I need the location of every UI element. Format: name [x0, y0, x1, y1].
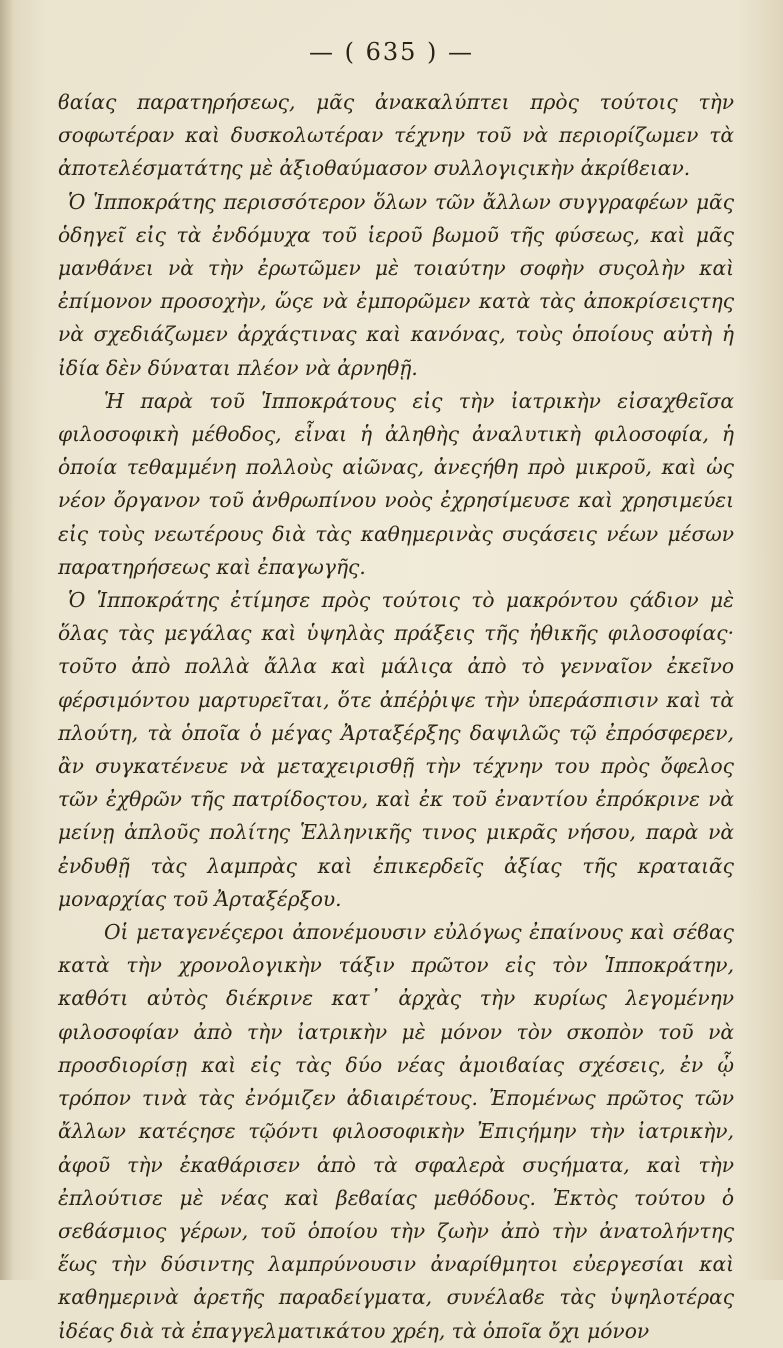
spine-shadow [0, 0, 14, 1280]
paragraph-successors-praise: Οἱ μεταγενέςεροι ἀπονέμουσιν εὐλόγως ἐπαίνους καὶ σέϐας κατὰ τὴν χρονολογικὴν τάξιν πρῶτον εἰς τὸν Ἱπποκράτην, καθότι αὐτὸς διέκρινε κατ᾽ ἀρχὰς τὴν κυρίως λεγομένην φιλοσοφίαν ἀπὸ τὴν ἰατρικὴν μὲ μόνον τὸν σκοπὸν τοῦ νὰ προσδιορίσῃ καὶ εἰς τὰς δύο νέας ἀμοιϐαίας σχέσεις, ἐν ᾧ τρόπον τινὰ τὰς ἐνόμιζεν ἀδιαιρέτους. Ἐπομένως πρῶτος τῶν ἄλλων κατέςησε τῷόντι φιλοσοφικὴν Ἐπιςήμην τὴν ἰατρικὴν, ἀφοῦ τὴν ἐκαθάρισεν ἀπὸ τὰ σφαλερὰ συςήματα, καὶ τὴν ἐπλούτισε μὲ νέας καὶ βεϐαίας μεθόδους. Ἐκτὸς τούτου ὁ σεϐάσμιος γέρων, τοῦ ὁποίου τὴν ζωὴν ἀπὸ τὴν ἀνατολήντης ἕως τὴν δύσιντης λαμπρύνουσιν ἀναρίθμητοι εὐεργεσίαι καὶ καθημερινὰ ἀρετῆς παραδείγματα, συνέλαϐε τὰς ὑψηλοτέρας ἰδέας διὰ τὰ ἐπαγγελματικάτου χρέη, τὰ ὁποῖα ὄχι μόνον [58, 920, 734, 1343]
paragraph-hippocrates-guide: Ὁ Ἱπποκράτης περισσότερον ὅλων τῶν ἄλλων συγγραφέων μᾶς ὁδηγεῖ εἰς τὰ ἐνδόμυχα τοῦ ἱεροῦ βωμοῦ τῆς φύσεως, καὶ μᾶς μανθάνει νὰ τὴν ἐρωτῶμεν μὲ τοιαύτην σοφὴν συςολὴν καὶ ἐπίμονον προσοχὴν, ὥςε νὰ ἐμπορῶμεν κατὰ τὰς ἀποκρίσειςτης νὰ σχεδιάζωμεν ἀρχάςτινας καὶ κανόνας, τοὺς ὁποίους αὐτὴ ἡ ἰδία δὲν δύναται πλέον νὰ ἀρνηθῇ. [58, 189, 734, 380]
paragraph-ethical-philosophy: Ὁ Ἱπποκράτης ἐτίμησε πρὸς τούτοις τὸ μακρόντου ςάδιον μὲ ὅλας τὰς μεγάλας καὶ ὑψηλὰς πράξεις τῆς ἠθικῆς φιλοσοφίας· τοῦτο ἀπὸ πολλὰ ἄλλα καὶ μάλιςα ἀπὸ τὸ γενναῖον ἐκεῖνο φέρσιμόντου μαρτυρεῖται, ὅτε ἀπέῤῥιψε τὴν ὑπεράσπισιν καὶ τὰ πλούτη, τὰ ὁποῖα ὁ μέγας Ἀρταξέρξης δαψιλῶς τῷ ἐπρόσφερεν, ἂν συγκατένευε νὰ μεταχειρισθῇ τὴν τέχνην του πρὸς ὄφελος τῶν ἐχθρῶν τῆς πατρίδοςτου, καὶ ἐκ τοῦ ἐναντίου ἐπρόκρινε νὰ μείνῃ ἁπλοῦς πολίτης Ἑλληνικῆς τινος μικρᾶς νήσου, παρὰ νὰ ἐνδυθῇ τὰς λαμπρὰς καὶ ἐπικερδεῖς ἀξίας τῆς κραταιᾶς μοναρχίας τοῦ Ἀρταξέρξου. [58, 588, 734, 911]
paragraph-philosophical-method: Ἡ παρὰ τοῦ Ἱπποκράτους εἰς τὴν ἰατρικὴν εἰσαχθεῖσα φιλοσοφικὴ μέθοδος, εἶναι ἡ ἀληθὴς ἀναλυτικὴ φιλοσοφία, ἡ ὁποία τεθαμμένη πολλοὺς αἰῶνας, ἀνεςήθη πρὸ μικροῦ, καὶ ὡς νέον ὄργανον τοῦ ἀνθρωπίνου νοὸς ἐχρησίμευσε καὶ χρησιμεύει εἰς τοὺς νεωτέρους διὰ τὰς καθημερινὰς συςάσεις νέων μέσων παρατηρήσεως καὶ ἐπαγωγῆς. [58, 388, 734, 579]
paragraph-continuation: ϐαίας παρατηρήσεως, μᾶς ἀνακαλύπτει πρὸς τούτοις τὴν σοφωτέραν καὶ δυσκολωτέραν τέχνην τοῦ νὰ περιορίζωμεν τὰ ἀποτελέσματάτης μὲ ἀξιοθαύμασον συλλογιςικὴν ἀκρίϐειαν. [58, 90, 734, 181]
body-text [58, 86, 734, 1348]
page-number-header: — ( 635 ) — [308, 38, 475, 66]
